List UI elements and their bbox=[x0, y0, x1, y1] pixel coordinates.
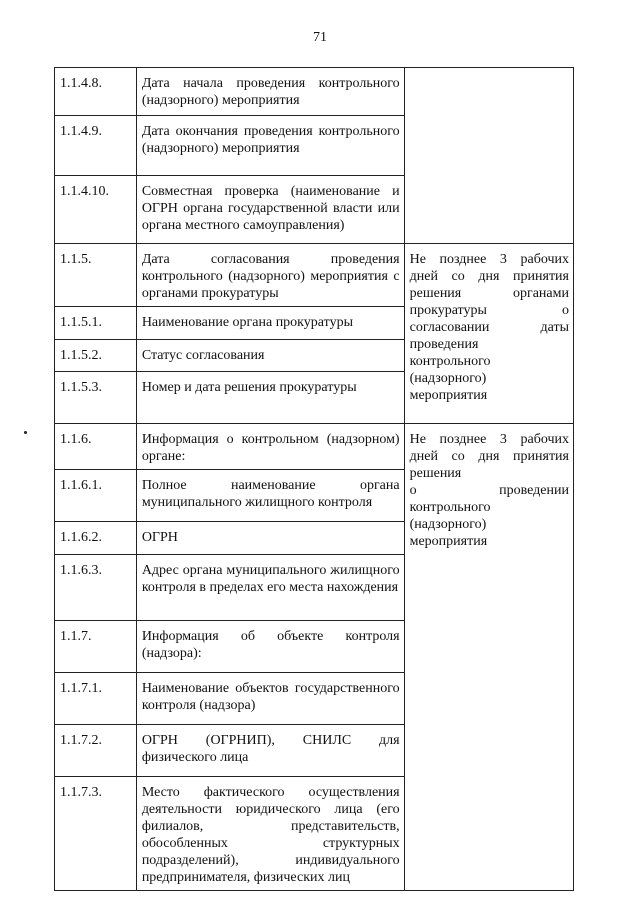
row-term-empty bbox=[404, 68, 573, 244]
row-number: 1.1.5. bbox=[55, 244, 137, 307]
row-number: 1.1.6.1. bbox=[55, 470, 137, 522]
row-field-name: Дата согласования проведения контрольного (надзорного) мероприятия с органами прокуратуры bbox=[136, 244, 404, 307]
row-number: 1.1.7. bbox=[55, 621, 137, 673]
row-field-name: ОГРН (ОГРНИП), СНИЛС для физического лица bbox=[136, 725, 404, 777]
term-line: о проведении bbox=[409, 483, 569, 498]
term-line: дней со дня принятия bbox=[409, 269, 569, 284]
row-number: 1.1.6. bbox=[55, 424, 137, 470]
row-number: 1.1.7.3. bbox=[55, 777, 137, 891]
row-field-name: Информация об объекте контроля (надзора): bbox=[136, 621, 404, 673]
term-line: (надзорного) bbox=[409, 371, 487, 386]
row-field-name: Номер и дата решения прокуратуры bbox=[136, 372, 404, 424]
term-line: проведения bbox=[409, 337, 479, 352]
row-number: 1.1.4.10. bbox=[55, 176, 137, 244]
row-number: 1.1.7.1. bbox=[55, 673, 137, 725]
term-line: контрольного bbox=[409, 500, 491, 515]
term-line: контрольного bbox=[409, 354, 491, 369]
row-field-name: Дата начала проведения контрольного (надзорного) мероприятия bbox=[136, 68, 404, 116]
row-field-name: Полное наименование органа муниципального жилищного контроля bbox=[136, 470, 404, 522]
row-number: 1.1.5.1. bbox=[55, 307, 137, 340]
term-prosecutor-approval bbox=[404, 244, 573, 424]
term-line: решения bbox=[409, 466, 462, 481]
row-field-name: Наименование объектов государственного контроля (надзора) bbox=[136, 673, 404, 725]
term-line: Не позднее 3 рабочих bbox=[409, 432, 569, 447]
term-line: Не позднее 3 рабочих bbox=[409, 252, 569, 267]
term-line: решения органами bbox=[409, 286, 569, 301]
row-field-name: Совместная проверка (наименование и ОГРН органа государственной власти или органа местного самоуправления) bbox=[136, 176, 404, 244]
row-number: 1.1.7.2. bbox=[55, 725, 137, 777]
row-field-name: Дата окончания проведения контрольного (надзорного) мероприятия bbox=[136, 116, 404, 176]
row-field-name: Информация о контрольном (надзорном) органе: bbox=[136, 424, 404, 470]
row-field-name: Адрес органа муниципального жилищного контроля в пределах его места нахождения bbox=[136, 555, 404, 621]
row-number: 1.1.4.8. bbox=[55, 68, 137, 116]
row-field-name: ОГРН bbox=[136, 522, 404, 555]
table-row bbox=[55, 68, 574, 116]
row-number: 1.1.5.3. bbox=[55, 372, 137, 424]
term-line: мероприятия bbox=[409, 534, 488, 549]
row-field-name: Статус согласования bbox=[136, 340, 404, 372]
term-line: (надзорного) bbox=[409, 517, 487, 532]
register-table bbox=[54, 67, 574, 891]
row-field-name: Наименование органа прокуратуры bbox=[136, 307, 404, 340]
page-number: 71 bbox=[313, 30, 327, 45]
term-line: мероприятия bbox=[409, 388, 488, 403]
term-line: согласовании даты bbox=[409, 320, 569, 335]
scan-dot-mark bbox=[24, 431, 27, 434]
table-row bbox=[55, 424, 574, 470]
row-number: 1.1.6.2. bbox=[55, 522, 137, 555]
row-field-name: Место фактического осуществления деятельности юридического лица (его филиалов, представительств, обособленных структурных подразделений), индивидуального предпринимателя, физических лиц bbox=[136, 777, 404, 891]
row-number: 1.1.5.2. bbox=[55, 340, 137, 372]
term-line: дней со дня принятия bbox=[409, 449, 569, 464]
term-line: прокуратуры о bbox=[409, 303, 569, 318]
term-control-body bbox=[404, 424, 573, 891]
table-row bbox=[55, 244, 574, 307]
row-number: 1.1.6.3. bbox=[55, 555, 137, 621]
row-number: 1.1.4.9. bbox=[55, 116, 137, 176]
